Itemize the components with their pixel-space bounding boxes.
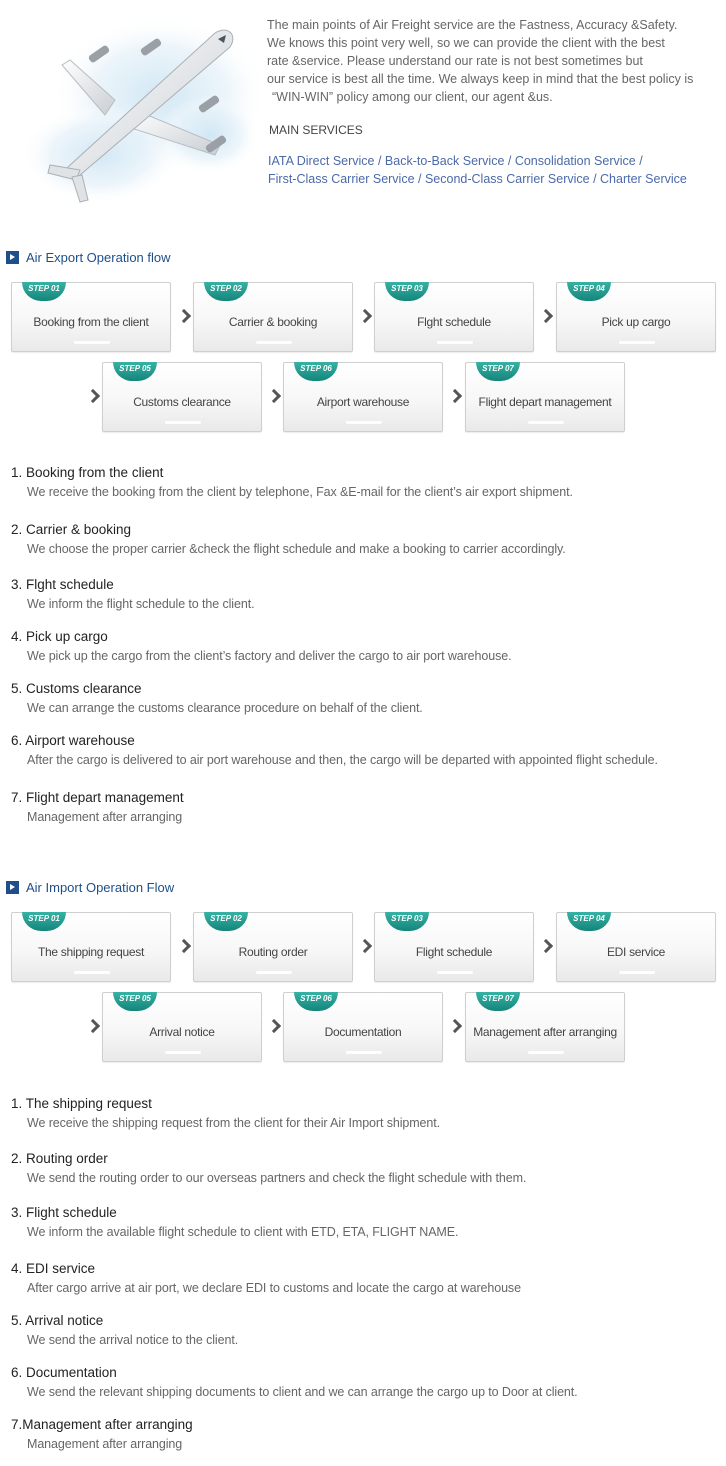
export-step-1 [11,282,171,352]
step-label: EDI service [606,945,666,959]
step-badge: STEP 03 [385,912,429,931]
step-highlight [165,421,201,424]
import-detail-4 [11,1261,721,1295]
chevron-right-icon [267,390,279,404]
chevron-right-icon [86,1020,98,1034]
step-highlight [619,971,655,974]
detail-description: We send the arrival notice to the client. [27,1333,239,1347]
step-label: Customs clearance [133,395,231,409]
section-title: Air Import Operation Flow [26,879,175,895]
import-section-heading [6,878,174,896]
import-detail-5 [11,1313,721,1347]
import-step-1 [11,912,171,982]
chevron-right-icon [177,310,189,324]
step-highlight [165,1051,201,1054]
detail-description: We receive the shipping request from the client for their Air Import shipment. [27,1116,440,1130]
step-badge: STEP 01 [22,282,66,301]
services-line: First-Class Carrier Service / Second-Class Carrier Service / Charter Service [268,172,687,186]
export-detail-7 [11,790,721,824]
chevron-right-icon [448,1020,460,1034]
import-detail-1 [11,1096,721,1130]
import-detail-7 [11,1417,721,1451]
step-badge: STEP 06 [294,362,338,381]
detail-title: 2. Carrier & booking [11,522,132,537]
step-label: The shipping request [37,945,145,959]
airplane-illustration [10,5,260,205]
step-badge: STEP 01 [22,912,66,931]
intro-line: “WIN-WIN” policy among our client, our agent &us. [272,90,553,104]
chevron-right-icon [177,940,189,954]
export-step-7 [465,362,625,432]
step-label: Routing order [238,945,308,959]
step-highlight [619,341,655,344]
hero-section [0,0,726,215]
step-highlight [437,971,473,974]
step-highlight [346,1051,382,1054]
detail-description: We inform the flight schedule to the client. [27,597,255,611]
import-step-2 [193,912,353,982]
chevron-right-icon [539,310,551,324]
intro-line: We knows this point very well, so we can provide the client with the best [267,36,665,50]
export-detail-3 [11,577,721,611]
step-highlight [74,971,110,974]
step-label: Airport warehouse [316,395,410,409]
step-label: Flight schedule [415,945,493,959]
export-section-heading [6,248,171,266]
step-label: Management after arranging [473,1025,617,1039]
detail-title: 3. Flight schedule [11,1205,117,1220]
section-title: Air Export Operation flow [26,249,171,265]
detail-description: We can arrange the customs clearance procedure on behalf of the client. [27,701,423,715]
export-detail-5 [11,681,721,715]
export-step-4 [556,282,716,352]
detail-description: We choose the proper carrier &check the flight schedule and make a booking to carrier accordingly. [27,542,566,556]
detail-title: 6. Airport warehouse [11,733,135,748]
detail-title: 1. Booking from the client [11,465,164,480]
step-badge: STEP 02 [204,282,248,301]
step-label: Pick up cargo [601,315,671,329]
chevron-right-icon [358,940,370,954]
step-label: Booking from the client [33,315,149,329]
main-services-heading: MAIN SERVICES [269,123,363,137]
detail-description: We receive the booking from the client by telephone, Fax &E-mail for the client’s air export shipment. [27,485,573,499]
arrow-bullet-icon [6,881,19,894]
detail-title: 2. Routing order [11,1151,108,1166]
import-step-3 [374,912,534,982]
step-badge: STEP 07 [476,362,520,381]
detail-description: We inform the available flight schedule to client with ETD, ETA, FLIGHT NAME. [27,1225,459,1239]
detail-description: We send the routing order to our overseas partners and check the flight schedule with them. [27,1171,527,1185]
detail-title: 3. Flght schedule [11,577,114,592]
detail-title: 1. The shipping request [11,1096,152,1111]
intro-text [267,16,722,106]
import-step-6 [283,992,443,1062]
step-badge: STEP 05 [113,362,157,381]
services-list [268,152,687,188]
import-step-4 [556,912,716,982]
step-highlight [528,1051,564,1054]
export-step-3 [374,282,534,352]
step-badge: STEP 02 [204,912,248,931]
step-highlight [437,341,473,344]
intro-line: The main points of Air Freight service are the Fastness, Accuracy &Safety. [267,18,678,32]
step-label: Flight depart management [478,395,612,409]
export-step-5 [102,362,262,432]
step-badge: STEP 05 [113,992,157,1011]
step-badge: STEP 04 [567,282,611,301]
chevron-right-icon [448,390,460,404]
detail-title: 5. Arrival notice [11,1313,104,1328]
detail-title: 5. Customs clearance [11,681,142,696]
intro-line: our service is best all the time. We always keep in mind that the best policy is [267,72,694,86]
detail-title: 6. Documentation [11,1365,117,1380]
detail-description: After the cargo is delivered to air port warehouse and then, the cargo will be departed with appointed flight schedule. [27,753,658,767]
export-detail-1 [11,465,721,499]
chevron-right-icon [358,310,370,324]
detail-title: 7. Flight depart management [11,790,184,805]
export-step-2 [193,282,353,352]
detail-description: After cargo arrive at air port, we declare EDI to customs and locate the cargo at warehouse [27,1281,521,1295]
step-badge: STEP 04 [567,912,611,931]
import-detail-3 [11,1205,721,1239]
export-detail-2 [11,522,721,556]
export-step-6 [283,362,443,432]
step-highlight [256,971,292,974]
step-highlight [256,341,292,344]
detail-title: 7.Management after arranging [11,1417,193,1432]
step-label: Arrival notice [149,1025,215,1039]
step-label: Carrier & booking [228,315,318,329]
chevron-right-icon [267,1020,279,1034]
detail-description: Management after arranging [27,810,183,824]
import-step-7 [465,992,625,1062]
step-badge: STEP 03 [385,282,429,301]
chevron-right-icon [539,940,551,954]
step-highlight [346,421,382,424]
export-detail-6 [11,733,721,767]
export-detail-4 [11,629,721,663]
step-highlight [528,421,564,424]
detail-description: We send the relevant shipping documents to client and we can arrange the cargo up to Door at client. [27,1385,578,1399]
intro-line: rate &service. Please understand our rate is not best sometimes but [267,54,643,68]
step-highlight [74,341,110,344]
import-detail-2 [11,1151,721,1185]
detail-title: 4. Pick up cargo [11,629,108,644]
step-label: Documentation [324,1025,402,1039]
detail-description: We pick up the cargo from the client’s factory and deliver the cargo to air port warehouse. [27,649,512,663]
import-detail-6 [11,1365,721,1399]
import-step-5 [102,992,262,1062]
arrow-bullet-icon [6,251,19,264]
detail-title: 4. EDI service [11,1261,96,1276]
detail-description: Management after arranging [27,1437,183,1451]
step-label: Flght schedule [417,315,491,329]
step-badge: STEP 07 [476,992,520,1011]
step-badge: STEP 06 [294,992,338,1011]
services-line: IATA Direct Service / Back-to-Back Service / Consolidation Service / [268,154,643,168]
chevron-right-icon [86,390,98,404]
